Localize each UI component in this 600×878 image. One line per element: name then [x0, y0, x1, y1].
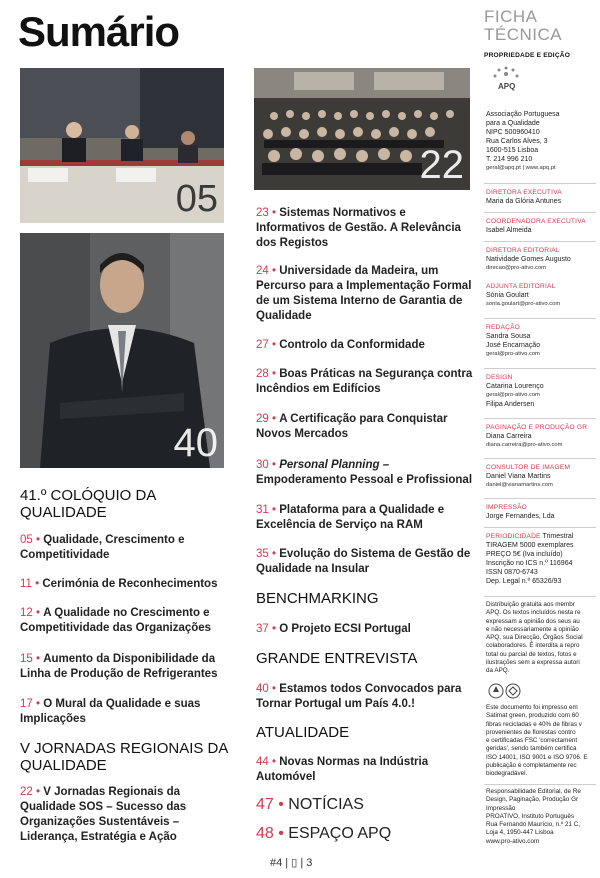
toc-item-label: O Mural da Qualidade e suas Implicações — [20, 698, 201, 725]
toc-item-22[interactable]: 22 • V Jornadas Regionais da Qualidade SOS – Sucesso das Organizações Sustentáveis – Liderança, Estratégia e Ação — [20, 786, 187, 843]
org-block: Associação Portuguesa para a Qualidade NIPC 500960410 Rua Carlos Alves, 3 1600-515 Lisboa T. 214 996 210 geral@apq.pt | www.apq.pt — [486, 111, 560, 171]
role-consultor: CONSULTOR DE IMAGEM Daniel Viana Martins daniel@vianamartins.com — [486, 464, 571, 488]
divider — [484, 458, 596, 459]
toc-item-label: Cerimónia de Reconhecimentos — [42, 578, 218, 590]
page-number-05: 05 — [175, 178, 218, 220]
section-atualidade: ATUALIDADE — [256, 724, 350, 741]
toc-item-28[interactable]: 28 • Boas Práticas na Segurança contra Incêndios em Edifícios — [256, 368, 473, 395]
toc-item-label: Plataforma para a Qualidade e Excelência de Serviço na RAM — [256, 504, 445, 531]
divider — [484, 784, 596, 785]
toc-item-35[interactable]: 35 • Evolução do Sistema de Gestão de Qualidade na Insular — [256, 548, 471, 575]
toc-item-44[interactable]: 44 • Novas Normas na Indústria Automóvel — [256, 756, 429, 783]
divider — [484, 418, 596, 419]
role-design: DESIGN Catarina Lourenço geral@pro-ativo.com Filipa Andersen — [486, 374, 544, 408]
photo-audience — [254, 68, 470, 190]
divider — [484, 318, 596, 319]
toc-item-label: V Jornadas Regionais da Qualidade SOS – Sucesso das Organizações Sustentáveis – Liderança, Estratégia e Ação — [20, 786, 187, 843]
section-benchmarking: BENCHMARKING — [256, 590, 379, 607]
divider — [484, 498, 596, 499]
page-number-22: 22 — [419, 143, 464, 187]
divider — [484, 183, 596, 184]
photo-conference-panel — [20, 68, 224, 223]
toc-item-label: Controlo da Conformidade — [279, 339, 425, 351]
responsibility-text: Responsabilidade Editorial, de Re Design, Paginação, Produção Gr Impressão PROATIVO, Instituto Português Rua Fernando Maurício, n.º 21 C, Loja 4, 1950-447 Lisboa www.pro-ativo.com — [486, 788, 581, 845]
toc-item-label: Estamos todos Convocados para Tornar Portugal um País 4.0.! — [256, 683, 462, 710]
toc-item-label: A Qualidade no Crescimento e Competitividade das Organizações — [20, 607, 212, 634]
page-number-40: 40 — [173, 421, 218, 465]
toc-item-label: Boas Práticas na Segurança contra Incêndios em Edifícios — [256, 368, 473, 395]
toc-item-label: Aumento da Disponibilidade da Linha de Produção de Refrigerantes — [20, 653, 218, 680]
toc-item-27[interactable]: 27 • Controlo da Conformidade — [256, 339, 425, 351]
toc-item-37[interactable]: 37 • O Projeto ECSI Portugal — [256, 623, 411, 635]
ficha-title: FICHA TÉCNICA — [484, 7, 563, 44]
divider — [484, 241, 596, 242]
toc-item-05[interactable]: 05 • Qualidade, Crescimento e Competitividade — [20, 534, 185, 561]
role-paginacao: PAGINAÇÃO E PRODUÇÃO GR Diana Carreira diana.carreira@pro-ativo.com — [486, 424, 588, 448]
apq-logo-text: APQ — [498, 82, 516, 91]
fsc-icon — [488, 682, 522, 705]
role-redacao: REDAÇÃO Sandra Sousa José Encarnação geral@pro-ativo.com — [486, 324, 541, 357]
role-impressao: IMPRESSÃO Jorge Fernandes, Lda — [486, 504, 555, 520]
toc-item-40[interactable]: 40 • Estamos todos Convocados para Tornar Portugal um País 4.0.! — [256, 683, 462, 710]
role-adjunta-editorial: ADJUNTA EDITORIAL Sónia Goulart sonia.goulart@pro-ativo.com — [486, 283, 561, 307]
distribution-text: Distribuição gratuita aos membr APQ. Os textos incluídos nesta re expressam a opinião dos seus au e não necessariamente a opinião APQ, sua Direcção, Órgãos Social colaboradores. É interdita a repro total ou parcial de textos, fotos e ilustrações sem a expressa autori da APQ. — [486, 601, 583, 675]
toc-item-label: Universidade da Madeira, um Percurso para a Implementação Formal de um Sistema Interno de Garantia de Qualidade — [256, 265, 472, 322]
toc-item-italic: Personal Planning – — [279, 459, 390, 471]
toc-item-label: Evolução do Sistema de Gestão de Qualidade na Insular — [256, 548, 471, 575]
toc-item-17[interactable]: 17 • O Mural da Qualidade e suas Implicações — [20, 698, 201, 725]
toc-item-label: ESPAÇO APQ — [288, 825, 392, 842]
apq-logo — [486, 64, 526, 94]
toc-item-label: Sistemas Normativos e Informativos de Gestão. A Relevância dos Registos — [256, 207, 461, 249]
role-coordenadora: COORDENADORA EXECUTIVA Isabel Almeida — [486, 218, 586, 234]
toc-item-48[interactable]: 48 • ESPAÇO APQ — [256, 825, 392, 842]
toc-item-15[interactable]: 15 • Aumento da Disponibilidade da Linha de Produção de Refrigerantes — [20, 653, 218, 680]
section-jornadas: V JORNADAS REGIONAIS DA QUALIDADE — [20, 740, 228, 774]
role-periodicidade: PERIODICIDADE Trimestral TIRAGEM 5000 exemplares PREÇO 5€ (Iva incluído) Inscrição no ICS n.º 116964 ISSN 0870-6743 Dep. Legal n.º 65326/93 — [486, 533, 574, 585]
section-coloquio: 41.º COLÓQUIO DA QUALIDADE — [20, 487, 156, 521]
toc-item-29[interactable]: 29 • A Certificação para Conquistar Novos Mercados — [256, 413, 448, 440]
toc-item-label: Qualidade, Crescimento e Competitividade — [20, 534, 185, 561]
propriedade-label: PROPRIEDADE E EDIÇÃO — [484, 52, 571, 59]
toc-item-31[interactable]: 31 • Plataforma para a Qualidade e Excelência de Serviço na RAM — [256, 504, 445, 531]
divider — [484, 212, 596, 213]
eco-text: Este documento foi impresso em Satimat green, produzido com 60 fibras recicladas e 40% de fibras v provenientes de florestas contro e certificadas FSC 'correctament geridas', sendo também certifica ISO 14001, ISO 9001 e ISO 9706. E publicação é completamente rec biodegradável. — [486, 704, 588, 778]
page-footer: #4 | ▯ | 3 — [270, 857, 313, 869]
toc-item-23[interactable]: 23 • Sistemas Normativos e Informativos de Gestão. A Relevância dos Registos — [256, 207, 461, 249]
toc-item-label: Novas Normas na Indústria Automóvel — [256, 756, 429, 783]
toc-item-label: NOTÍCIAS — [288, 796, 364, 813]
toc-item-24[interactable]: 24 • Universidade da Madeira, um Percurso para a Implementação Formal de um Sistema Interno de Garantia de Qualidade — [256, 265, 472, 322]
photo-portrait — [20, 233, 224, 468]
role-diretora-executiva: DIRETORA EXECUTIVA Maria da Glória Antunes — [486, 189, 562, 205]
toc-item-label: O Projeto ECSI Portugal — [279, 623, 411, 635]
page-title: Sumário — [18, 8, 180, 55]
divider — [484, 368, 596, 369]
divider — [484, 527, 596, 528]
eco-certification-icon — [488, 682, 522, 700]
divider — [484, 596, 596, 597]
section-entrevista: GRANDE ENTREVISTA — [256, 650, 418, 667]
toc-item-30[interactable]: 30 • Personal Planning – Empoderamento Pessoal e Profissional — [256, 459, 473, 486]
toc-item-12[interactable]: 12 • A Qualidade no Crescimento e Competitividade das Organizações — [20, 607, 212, 634]
toc-item-label: Empoderamento Pessoal e Profissional — [256, 474, 473, 486]
role-diretora-editorial: DIRETORA EDITORIAL Natividade Gomes Augusto direcao@pro-ativo.com — [486, 247, 571, 271]
toc-item-label: A Certificação para Conquistar Novos Mercados — [256, 413, 448, 440]
toc-item-11[interactable]: 11 • Cerimónia de Reconhecimentos — [20, 578, 218, 590]
toc-item-47[interactable]: 47 • NOTÍCIAS — [256, 796, 364, 813]
